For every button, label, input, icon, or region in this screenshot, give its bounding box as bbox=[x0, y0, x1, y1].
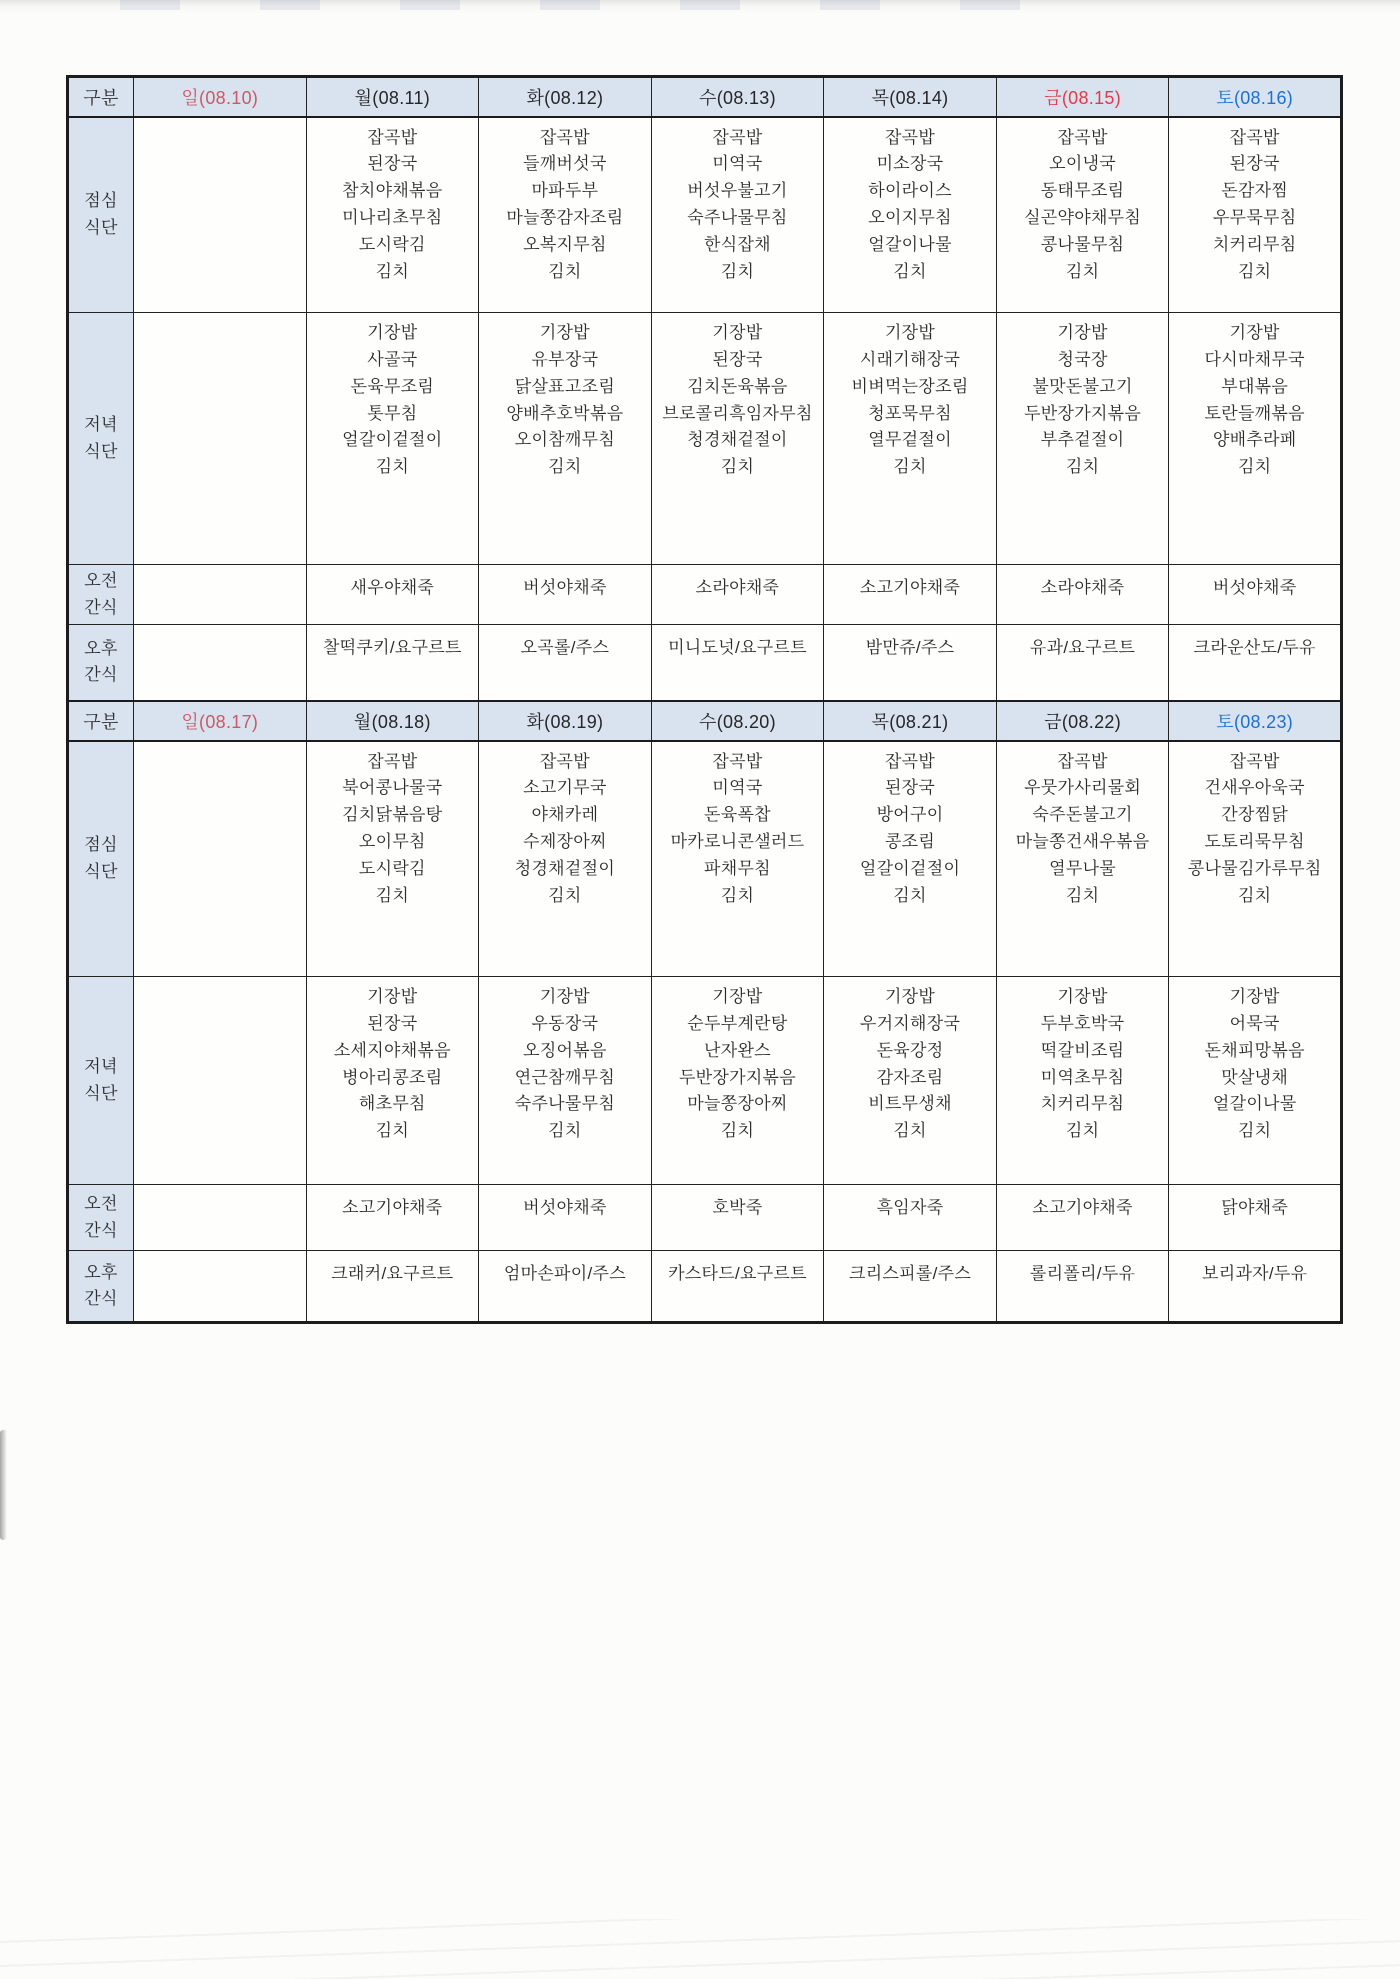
menu-item: 김치 bbox=[720, 1121, 755, 1141]
lunch-cell bbox=[306, 741, 479, 977]
pm-snack-cell bbox=[1169, 1251, 1342, 1323]
menu-item: 양배추호박볶음 bbox=[506, 403, 624, 423]
pm-snack-cell bbox=[824, 1251, 997, 1323]
menu-item: 순두부계란탕 bbox=[687, 1013, 788, 1033]
menu-item: 우동장국 bbox=[531, 1013, 599, 1033]
menu-item: 해초무침 bbox=[358, 1094, 426, 1114]
menu-item: 미역국 bbox=[712, 154, 763, 174]
menu-item: 톳무침 bbox=[367, 403, 418, 423]
menu-item: 청국장 bbox=[1057, 349, 1108, 369]
menu-item: 잡곡밥 bbox=[884, 751, 936, 771]
menu-item: 김치 bbox=[893, 1121, 927, 1141]
menu-item: 김치 bbox=[548, 885, 582, 905]
lunch-cell bbox=[651, 741, 824, 977]
menu-item: 병아리콩조림 bbox=[342, 1067, 443, 1087]
dinner-cell bbox=[996, 313, 1169, 565]
menu-item: 기장밥 bbox=[712, 323, 763, 342]
row-label-lunch bbox=[68, 741, 134, 977]
menu-item: 김치 bbox=[1237, 885, 1272, 905]
pm-snack-cell bbox=[824, 625, 997, 701]
row-label-dinner bbox=[68, 313, 134, 565]
menu-item: 우무묵무침 bbox=[1212, 208, 1297, 228]
day-header-cell: 토(08.23) bbox=[1169, 701, 1342, 741]
pm-snack-cell bbox=[306, 625, 479, 701]
day-header-cell: 목(08.14) bbox=[824, 77, 997, 117]
dinner-row bbox=[68, 977, 1342, 1185]
row-label-line: 점심 bbox=[84, 835, 118, 855]
menu-item: 마카로니콘샐러드 bbox=[670, 832, 805, 852]
row-label-line: 오전 bbox=[84, 1194, 118, 1214]
menu-item: 김치 bbox=[1237, 261, 1272, 281]
row-label-line: 오전 bbox=[84, 571, 118, 591]
pm-snack-cell bbox=[479, 625, 652, 701]
row-label-am-snack bbox=[68, 1185, 134, 1251]
pm-snack-cell bbox=[996, 1251, 1169, 1323]
menu-item: 잡곡밥 bbox=[539, 127, 590, 147]
menu-item: 카스타드/요구르트 bbox=[668, 1264, 807, 1283]
menu-item: 소고기무국 bbox=[523, 778, 607, 798]
menu-item: 미역초무침 bbox=[1040, 1067, 1125, 1087]
menu-item: 김치 bbox=[893, 885, 927, 905]
menu-item: 소라야채죽 bbox=[1040, 578, 1125, 597]
menu-item: 김치 bbox=[1065, 457, 1100, 477]
menu-item: 콩나물김가루무침 bbox=[1187, 858, 1322, 878]
menu-item: 된장국 bbox=[367, 154, 418, 174]
am-snack-row bbox=[68, 1185, 1342, 1251]
menu-item: 김치 bbox=[1237, 1121, 1272, 1141]
menu-item: 김치 bbox=[375, 1121, 410, 1141]
menu-item: 돈감자찜 bbox=[1221, 181, 1289, 201]
menu-item: 치커리무침 bbox=[1040, 1094, 1125, 1114]
menu-item: 기장밥 bbox=[539, 323, 590, 342]
menu-item: 한식잡채 bbox=[704, 234, 771, 254]
row-label-line: 간식 bbox=[84, 597, 118, 617]
menu-item: 버섯야채죽 bbox=[1212, 578, 1297, 597]
scan-artifact-left-smudge bbox=[0, 1430, 7, 1540]
menu-item: 김치 bbox=[720, 885, 755, 905]
pm-snack-cell bbox=[479, 1251, 652, 1323]
menu-item: 버섯야채죽 bbox=[523, 1198, 607, 1217]
menu-item: 오이냉국 bbox=[1049, 154, 1117, 174]
lunch-cell bbox=[996, 741, 1169, 977]
menu-item: 부추겉절이 bbox=[1040, 430, 1125, 450]
menu-item: 오이참깨무침 bbox=[514, 430, 616, 450]
menu-item: 롤리폴리/두유 bbox=[1029, 1264, 1136, 1283]
menu-item: 오징어볶음 bbox=[523, 1040, 607, 1060]
menu-item: 소라야채죽 bbox=[695, 578, 780, 597]
menu-item: 호박죽 bbox=[712, 1198, 763, 1217]
menu-item: 잡곡밥 bbox=[712, 127, 763, 147]
am-snack-cell bbox=[996, 565, 1169, 625]
row-label-line: 오후 bbox=[84, 1262, 118, 1282]
menu-item: 비벼먹는장조림 bbox=[851, 376, 969, 396]
day-header-cell: 월(08.11) bbox=[306, 77, 479, 117]
menu-item: 유부장국 bbox=[531, 349, 599, 369]
dinner-cell bbox=[824, 977, 997, 1185]
menu-item: 김치 bbox=[548, 261, 582, 281]
menu-item: 된장국 bbox=[367, 1013, 418, 1033]
menu-item: 돈육강정 bbox=[876, 1040, 944, 1060]
menu-item: 마늘쫑건새우볶음 bbox=[1015, 832, 1150, 852]
menu-item: 우거지해장국 bbox=[859, 1013, 961, 1033]
menu-item: 브로콜리흑임자무침 bbox=[662, 403, 813, 423]
menu-item: 소고기야채죽 bbox=[342, 1198, 443, 1217]
day-header-cell: 일(08.17) bbox=[134, 701, 307, 741]
menu-item: 기장밥 bbox=[884, 987, 936, 1006]
am-snack-cell bbox=[651, 565, 824, 625]
am-snack-cell bbox=[651, 1185, 824, 1251]
dinner-cell bbox=[479, 313, 652, 565]
day-header-cell: 화(08.12) bbox=[479, 77, 652, 117]
corner-cell: 구분 bbox=[68, 77, 134, 117]
dinner-cell bbox=[651, 977, 824, 1185]
menu-item: 콩나물무침 bbox=[1040, 234, 1125, 254]
menu-item: 마늘쫑감자조림 bbox=[506, 208, 624, 228]
menu-item: 오이무침 bbox=[358, 832, 426, 852]
dinner-cell bbox=[479, 977, 652, 1185]
day-header-cell: 토(08.16) bbox=[1169, 77, 1342, 117]
day-header-cell: 금(08.15) bbox=[996, 77, 1169, 117]
menu-item: 닭살표고조림 bbox=[514, 376, 616, 396]
menu-item: 하이라이스 bbox=[868, 181, 952, 201]
row-label-lunch bbox=[68, 117, 134, 313]
row-label-line: 점심 bbox=[84, 191, 118, 211]
pm-snack-cell bbox=[651, 625, 824, 701]
menu-item: 김치 bbox=[375, 885, 410, 905]
row-label-line: 간식 bbox=[84, 1220, 118, 1240]
menu-item: 김치 bbox=[548, 1121, 582, 1141]
menu-item: 청포묵무침 bbox=[868, 403, 952, 423]
menu-item: 돈육무조림 bbox=[350, 376, 435, 396]
scan-artifact-top bbox=[120, 0, 1020, 10]
menu-item: 다시마채무국 bbox=[1204, 349, 1305, 369]
menu-item: 기장밥 bbox=[712, 987, 763, 1006]
menu-item: 버섯우불고기 bbox=[687, 181, 788, 201]
row-label-line: 식단 bbox=[84, 861, 118, 881]
menu-item: 참치야채볶음 bbox=[342, 181, 443, 201]
menu-item: 크라운산도/두유 bbox=[1193, 638, 1316, 657]
menu-item: 마늘쫑장아찌 bbox=[687, 1094, 788, 1114]
menu-item: 숙주나물무침 bbox=[514, 1094, 616, 1114]
menu-item: 얼갈이나물 bbox=[1212, 1094, 1297, 1114]
menu-item: 김치 bbox=[548, 457, 582, 477]
lunch-cell bbox=[134, 741, 307, 977]
menu-item: 맛살냉채 bbox=[1221, 1067, 1289, 1087]
am-snack-cell bbox=[306, 1185, 479, 1251]
dinner-cell bbox=[1169, 977, 1342, 1185]
dinner-cell bbox=[651, 313, 824, 565]
day-header-cell: 화(08.19) bbox=[479, 701, 652, 741]
menu-item: 도시락김 bbox=[358, 858, 426, 878]
row-label-dinner bbox=[68, 977, 134, 1185]
menu-item: 김치돈육볶음 bbox=[687, 376, 788, 396]
menu-item: 엄마손파이/주스 bbox=[503, 1264, 626, 1283]
menu-item: 잡곡밥 bbox=[539, 751, 590, 771]
pm-snack-cell bbox=[134, 1251, 307, 1323]
dinner-row bbox=[68, 313, 1342, 565]
dinner-cell bbox=[306, 977, 479, 1185]
meal-plan-body bbox=[68, 77, 1342, 1323]
menu-item: 잡곡밥 bbox=[712, 751, 763, 771]
lunch-cell bbox=[651, 117, 824, 313]
menu-item: 숙주나물무침 bbox=[687, 208, 788, 228]
menu-item: 잡곡밥 bbox=[367, 127, 418, 147]
row-label-pm-snack bbox=[68, 1251, 134, 1323]
menu-item: 김치 bbox=[375, 261, 410, 281]
menu-item: 콩조림 bbox=[884, 832, 936, 852]
menu-item: 김치닭볶음탕 bbox=[342, 805, 443, 825]
week-header-row bbox=[68, 77, 1342, 117]
dinner-cell bbox=[134, 977, 307, 1185]
menu-item: 오곡롤/주스 bbox=[520, 638, 610, 657]
menu-item: 크리스피롤/주스 bbox=[848, 1264, 972, 1283]
am-snack-cell bbox=[479, 1185, 652, 1251]
lunch-cell bbox=[1169, 117, 1342, 313]
menu-item: 불맛돈불고기 bbox=[1032, 376, 1133, 396]
menu-item: 기장밥 bbox=[884, 323, 936, 342]
menu-item: 김치 bbox=[1237, 457, 1272, 477]
dinner-cell bbox=[824, 313, 997, 565]
menu-item: 김치 bbox=[720, 261, 755, 281]
menu-item: 소세지야채볶음 bbox=[333, 1040, 451, 1060]
menu-item: 돈육폭찹 bbox=[704, 805, 771, 825]
menu-item: 오이지무침 bbox=[868, 208, 952, 228]
menu-item: 된장국 bbox=[712, 349, 763, 369]
row-label-line: 간식 bbox=[84, 1289, 118, 1308]
menu-item: 된장국 bbox=[1229, 154, 1280, 174]
lunch-row bbox=[68, 117, 1342, 313]
menu-item: 닭야채죽 bbox=[1221, 1198, 1289, 1217]
lunch-cell bbox=[1169, 741, 1342, 977]
menu-item: 야채카레 bbox=[531, 805, 599, 825]
lunch-cell bbox=[824, 117, 997, 313]
menu-item: 미소장국 bbox=[876, 154, 944, 174]
scan-artifact-bottom bbox=[0, 1919, 1400, 1979]
menu-item: 토란들깨볶음 bbox=[1204, 403, 1305, 423]
menu-item: 김치 bbox=[720, 457, 755, 477]
row-label-line: 식단 bbox=[84, 441, 118, 461]
am-snack-cell bbox=[1169, 565, 1342, 625]
am-snack-cell bbox=[134, 1185, 307, 1251]
pm-snack-cell bbox=[651, 1251, 824, 1323]
menu-item: 두반장가지볶음 bbox=[678, 1067, 796, 1087]
menu-item: 미나리초무침 bbox=[342, 208, 443, 228]
menu-item: 김치 bbox=[1065, 885, 1100, 905]
row-label-pm-snack bbox=[68, 625, 134, 701]
menu-item: 미역국 bbox=[712, 778, 763, 798]
menu-item: 열무겉절이 bbox=[868, 430, 952, 450]
menu-item: 새우야채죽 bbox=[350, 578, 435, 597]
lunch-cell bbox=[824, 741, 997, 977]
menu-item: 청경채겉절이 bbox=[687, 430, 788, 450]
menu-item: 감자조림 bbox=[876, 1067, 944, 1087]
menu-item: 파채무침 bbox=[704, 858, 771, 878]
menu-item: 도시락김 bbox=[358, 234, 426, 254]
menu-item: 잡곡밥 bbox=[884, 127, 936, 147]
row-label-line: 오후 bbox=[84, 638, 118, 658]
week-header-row bbox=[68, 701, 1342, 741]
menu-item: 잡곡밥 bbox=[1057, 127, 1108, 147]
lunch-cell bbox=[306, 117, 479, 313]
menu-item: 돈채피망볶음 bbox=[1204, 1040, 1305, 1060]
menu-item: 마파두부 bbox=[531, 181, 599, 201]
menu-item: 얼갈이겉절이 bbox=[342, 430, 443, 450]
day-header-cell: 수(08.20) bbox=[651, 701, 824, 741]
menu-item: 기장밥 bbox=[1229, 987, 1280, 1006]
dinner-cell bbox=[134, 313, 307, 565]
row-label-line: 간식 bbox=[84, 665, 118, 685]
menu-item: 소고기야채죽 bbox=[1032, 1198, 1133, 1217]
menu-item: 사골국 bbox=[367, 349, 418, 369]
menu-item: 실곤약야채무침 bbox=[1024, 208, 1142, 228]
menu-item: 열무나물 bbox=[1049, 858, 1117, 878]
menu-item: 난자완스 bbox=[704, 1040, 771, 1060]
menu-item: 도토리묵무침 bbox=[1204, 832, 1305, 852]
menu-item: 기장밥 bbox=[1057, 323, 1108, 342]
menu-item: 김치 bbox=[1065, 1121, 1100, 1141]
menu-item: 보리과자/두유 bbox=[1202, 1264, 1308, 1283]
am-snack-cell bbox=[824, 1185, 997, 1251]
pm-snack-cell bbox=[306, 1251, 479, 1323]
menu-item: 어묵국 bbox=[1229, 1013, 1280, 1033]
row-label-line: 저녁 bbox=[84, 1057, 118, 1077]
lunch-cell bbox=[479, 117, 652, 313]
menu-item: 김치 bbox=[893, 261, 927, 281]
row-label-am-snack bbox=[68, 565, 134, 625]
dinner-cell bbox=[1169, 313, 1342, 565]
menu-item: 된장국 bbox=[884, 778, 936, 798]
menu-item: 얼갈이겉절이 bbox=[859, 858, 961, 878]
am-snack-row bbox=[68, 565, 1342, 625]
pm-snack-cell bbox=[1169, 625, 1342, 701]
menu-item: 두반장가지볶음 bbox=[1024, 403, 1142, 423]
pm-snack-cell bbox=[996, 625, 1169, 701]
menu-item: 미니도넛/요구르트 bbox=[668, 638, 807, 657]
menu-item: 김치 bbox=[893, 457, 927, 477]
menu-item: 김치 bbox=[375, 457, 410, 477]
pm-snack-cell bbox=[134, 625, 307, 701]
menu-item: 기장밥 bbox=[1229, 323, 1280, 342]
menu-item: 양배추라페 bbox=[1212, 430, 1297, 450]
am-snack-cell bbox=[134, 565, 307, 625]
menu-item: 버섯야채죽 bbox=[523, 578, 607, 597]
menu-item: 밤만쥬/주스 bbox=[865, 638, 955, 657]
pm-snack-row bbox=[68, 1251, 1342, 1323]
menu-item: 찰떡쿠키/요구르트 bbox=[322, 638, 462, 657]
menu-item: 유과/요구르트 bbox=[1029, 638, 1136, 657]
menu-item: 두부호박국 bbox=[1040, 1013, 1125, 1033]
menu-item: 잡곡밥 bbox=[1229, 127, 1280, 147]
menu-item: 연근참깨무침 bbox=[514, 1067, 616, 1087]
menu-item: 기장밥 bbox=[367, 987, 418, 1006]
lunch-cell bbox=[479, 741, 652, 977]
am-snack-cell bbox=[1169, 1185, 1342, 1251]
day-header-cell: 월(08.18) bbox=[306, 701, 479, 741]
row-label-line: 식단 bbox=[84, 217, 118, 237]
menu-item: 기장밥 bbox=[367, 323, 418, 342]
menu-item: 방어구이 bbox=[876, 805, 944, 825]
lunch-row bbox=[68, 741, 1342, 977]
menu-item: 기장밥 bbox=[1057, 987, 1108, 1006]
menu-item: 시래기해장국 bbox=[859, 349, 961, 369]
day-header-cell: 일(08.10) bbox=[134, 77, 307, 117]
menu-item: 잡곡밥 bbox=[367, 751, 418, 771]
menu-item: 얼갈이나물 bbox=[868, 234, 952, 254]
am-snack-cell bbox=[306, 565, 479, 625]
menu-item: 치커리무침 bbox=[1212, 234, 1297, 254]
menu-item: 잡곡밥 bbox=[1229, 751, 1280, 771]
dinner-cell bbox=[996, 977, 1169, 1185]
menu-item: 들깨버섯국 bbox=[523, 154, 607, 174]
menu-item: 떡갈비조림 bbox=[1040, 1040, 1125, 1060]
row-label-line: 저녁 bbox=[84, 415, 118, 435]
corner-cell: 구분 bbox=[68, 701, 134, 741]
menu-item: 북어콩나물국 bbox=[342, 778, 443, 798]
lunch-cell bbox=[134, 117, 307, 313]
menu-item: 청경채겉절이 bbox=[514, 858, 616, 878]
am-snack-cell bbox=[479, 565, 652, 625]
menu-item: 오복지무침 bbox=[523, 234, 607, 254]
day-header-cell: 목(08.21) bbox=[824, 701, 997, 741]
menu-item: 잡곡밥 bbox=[1057, 751, 1108, 771]
am-snack-cell bbox=[824, 565, 997, 625]
menu-item: 수제장아찌 bbox=[523, 832, 607, 852]
dinner-cell bbox=[306, 313, 479, 565]
menu-item: 우뭇가사리물회 bbox=[1024, 778, 1142, 798]
menu-item: 숙주돈불고기 bbox=[1032, 805, 1133, 825]
meal-plan-table bbox=[66, 75, 1343, 1324]
day-header-cell: 금(08.22) bbox=[996, 701, 1169, 741]
am-snack-cell bbox=[996, 1185, 1169, 1251]
day-header-cell: 수(08.13) bbox=[651, 77, 824, 117]
menu-item: 간장찜닭 bbox=[1221, 805, 1289, 825]
menu-item: 부대볶음 bbox=[1221, 376, 1289, 396]
menu-item: 흑임자죽 bbox=[876, 1198, 944, 1217]
menu-item: 크래커/요구르트 bbox=[331, 1264, 454, 1283]
menu-item: 건새우아욱국 bbox=[1204, 778, 1305, 798]
menu-item: 동태무조림 bbox=[1040, 181, 1125, 201]
row-label-line: 식단 bbox=[84, 1083, 118, 1103]
menu-item: 기장밥 bbox=[539, 987, 590, 1006]
lunch-cell bbox=[996, 117, 1169, 313]
menu-item: 비트무생채 bbox=[868, 1094, 952, 1114]
menu-item: 소고기야채죽 bbox=[859, 578, 961, 597]
pm-snack-row bbox=[68, 625, 1342, 701]
menu-item: 김치 bbox=[1065, 261, 1100, 281]
